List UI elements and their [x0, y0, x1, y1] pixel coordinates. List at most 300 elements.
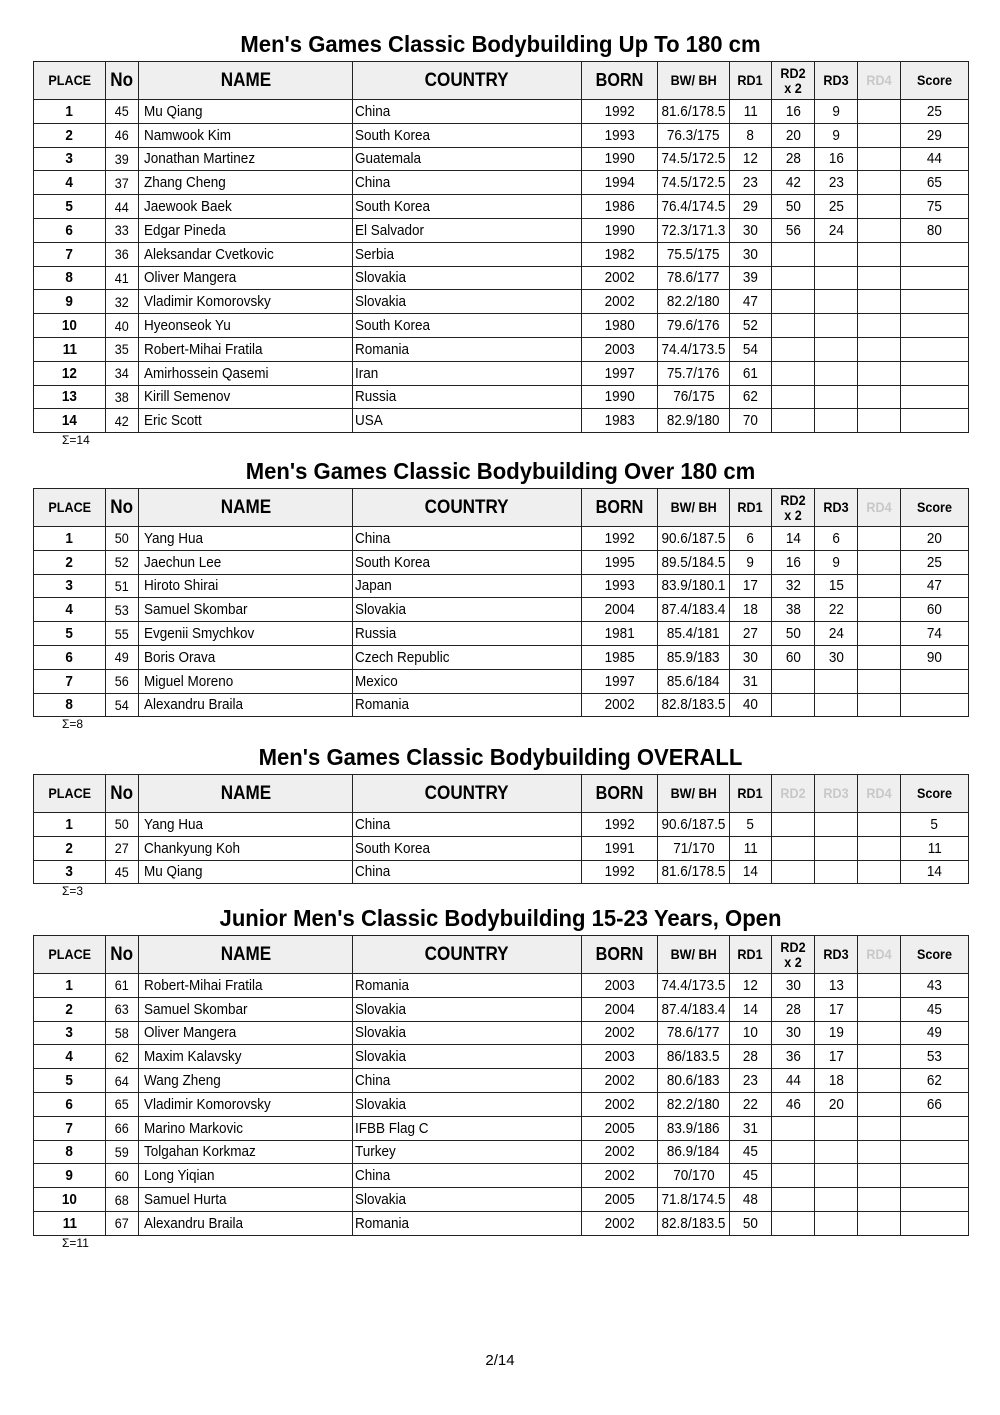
cell-text: 4 [65, 174, 74, 192]
cell-text: Romania [355, 696, 410, 714]
cell-text: Slovakia [355, 293, 407, 311]
header-label: RD4 [866, 946, 892, 962]
cell-text: 2002 [604, 1214, 635, 1232]
no-cell [106, 860, 139, 884]
rd1-cell [730, 266, 772, 290]
cell-text: 9 [65, 293, 74, 311]
cell-text: 43 [926, 976, 943, 994]
bw-bh-cell [658, 123, 730, 147]
born-cell [582, 290, 658, 314]
cell-text: 9 [832, 102, 840, 120]
cell-text: Romania [355, 976, 410, 994]
bw-bh-cell [658, 1140, 730, 1164]
bw-bh-cell [658, 1211, 730, 1235]
cell-text: 1990 [604, 221, 635, 239]
cell-text: Russia [355, 625, 397, 643]
cell-text: 11 [62, 1214, 77, 1232]
cell-text: 44 [785, 1072, 801, 1090]
cell-text: Aleksandar Cvetkovic [144, 245, 274, 263]
rd2-cell [772, 100, 815, 124]
table-row [34, 195, 969, 219]
cell-text: 47 [926, 577, 943, 595]
cell-text: 90.6/187.5 [661, 815, 726, 833]
cell-text: 11 [743, 839, 758, 857]
cell-text: 62 [742, 388, 759, 406]
born-cell [582, 409, 658, 433]
cell-text: Iran [355, 364, 379, 382]
cell-text: 42 [114, 412, 130, 429]
results-table [33, 774, 969, 884]
name-cell [139, 100, 353, 124]
cell-text: Kirill Semenov [144, 388, 231, 406]
rd2-cell [772, 1164, 815, 1188]
name-cell [139, 527, 353, 551]
cell-text: 2 [65, 553, 74, 571]
cell-text: 2003 [604, 976, 635, 994]
born-cell [582, 1188, 658, 1212]
rd1-cell [730, 123, 772, 147]
score-header [901, 489, 969, 527]
bw-bh-cell [658, 1021, 730, 1045]
cell-text: 78.6/177 [667, 269, 720, 287]
rd1-cell [730, 1045, 772, 1069]
rd3-cell [815, 100, 858, 124]
cell-text: 81.6/178.5 [661, 863, 726, 881]
cell-text: 23 [742, 174, 759, 192]
cell-text: Long Yiqian [144, 1167, 215, 1185]
score-cell [901, 669, 969, 693]
cell-text: China [355, 863, 391, 881]
cell-text: South Korea [355, 317, 431, 335]
rd1-cell [730, 409, 772, 433]
table-row [34, 409, 969, 433]
no-cell [106, 1045, 139, 1069]
cell-text: Robert-Mihai Fratila [144, 976, 263, 994]
born-cell [582, 527, 658, 551]
rd1-cell [730, 836, 772, 860]
no-cell [106, 361, 139, 385]
score-cell [901, 361, 969, 385]
header-label: RD4 [866, 499, 892, 515]
born-cell [582, 693, 658, 717]
no-cell [106, 337, 139, 361]
cell-text: 1981 [604, 625, 635, 643]
no-cell [106, 266, 139, 290]
cell-text: 45 [114, 103, 130, 120]
cell-text: 83.9/180.1 [661, 577, 726, 595]
place-cell [34, 1188, 106, 1212]
cell-text: 12 [742, 976, 759, 994]
name-cell [139, 337, 353, 361]
born-cell [582, 550, 658, 574]
no-cell [106, 100, 139, 124]
cell-text: Serbia [355, 245, 395, 263]
cell-text: 3 [65, 863, 74, 881]
cell-text: 15 [828, 577, 844, 595]
header-label: NAME [220, 70, 271, 91]
cell-text: 54 [114, 696, 130, 713]
rd1-cell [730, 242, 772, 266]
cell-text: 8 [65, 1143, 74, 1161]
cell-text: 6 [746, 529, 755, 547]
table-row [34, 100, 969, 124]
cell-text: 2002 [604, 1072, 635, 1090]
cell-text: 18 [742, 601, 759, 619]
cell-text: 1990 [604, 150, 635, 168]
cell-text: Czech Republic [355, 648, 450, 666]
name-cell [139, 409, 353, 433]
cell-text: Slovakia [355, 1048, 407, 1066]
rd4-cell [858, 574, 901, 598]
rd4-cell [858, 1069, 901, 1093]
cell-text: Romania [355, 340, 410, 358]
cell-text: 1983 [604, 412, 635, 430]
cell-text: Marino Markovic [144, 1119, 244, 1137]
no-cell [106, 385, 139, 409]
cell-text: 74.4/173.5 [661, 976, 726, 994]
cell-text: 85.9/183 [667, 648, 720, 666]
cell-text: 86.9/184 [667, 1143, 720, 1161]
cell-text: 2003 [604, 340, 635, 358]
cell-text: 50 [742, 1214, 759, 1232]
section-title: Junior Men's Classic Bodybuilding 15-23 Years, Open [219, 905, 782, 931]
results-section-junior [33, 901, 968, 1251]
rd2-cell [772, 290, 815, 314]
table-row [34, 314, 969, 338]
score-cell [901, 1211, 969, 1235]
cell-text: 1993 [604, 126, 635, 144]
rd4-cell [858, 361, 901, 385]
country-cell [353, 1021, 582, 1045]
rd4-cell [858, 598, 901, 622]
cell-text: 31 [742, 1119, 759, 1137]
name-cell [139, 314, 353, 338]
rd2-cell [772, 385, 815, 409]
rd4-cell [858, 171, 901, 195]
cell-text: Alexandru Braila [144, 1214, 244, 1232]
rd1-cell [730, 1092, 772, 1116]
born-cell [582, 385, 658, 409]
place-cell [34, 836, 106, 860]
table-row [34, 1211, 969, 1235]
rd1-cell [730, 574, 772, 598]
rd2-cell [772, 409, 815, 433]
cell-text: Slovakia [355, 1024, 407, 1042]
bw-bh-cell [658, 171, 730, 195]
cell-text: 32 [114, 293, 130, 310]
score-cell [901, 171, 969, 195]
rd3-cell [815, 813, 858, 837]
cell-text: 8 [746, 126, 755, 144]
place-cell [34, 171, 106, 195]
country-cell [353, 100, 582, 124]
cell-text: Namwook Kim [144, 126, 232, 144]
rd2-cell [772, 1069, 815, 1093]
cell-text: 74.5/172.5 [661, 150, 726, 168]
no-cell [106, 314, 139, 338]
header-label: RD3 [823, 785, 849, 801]
no-cell [106, 997, 139, 1021]
name-cell [139, 550, 353, 574]
rd1-cell [730, 1164, 772, 1188]
table-row [34, 1164, 969, 1188]
table-row [34, 527, 969, 551]
place-cell [34, 550, 106, 574]
cell-text: 51 [114, 577, 130, 594]
cell-text: 10 [61, 317, 78, 335]
rd4-cell [858, 385, 901, 409]
table-row [34, 1188, 969, 1212]
cell-text: 50 [785, 625, 801, 643]
place-cell [34, 100, 106, 124]
no-cell [106, 1164, 139, 1188]
rd3-cell [815, 290, 858, 314]
score-cell [901, 218, 969, 242]
rd3-header [815, 489, 858, 527]
cell-text: 22 [828, 601, 844, 619]
rd4-cell [858, 622, 901, 646]
place-cell [34, 813, 106, 837]
rd2-cell [772, 836, 815, 860]
name-cell [139, 669, 353, 693]
country-header [353, 775, 582, 813]
cell-text: 28 [742, 1048, 759, 1066]
rd2-cell [772, 669, 815, 693]
born-cell [582, 171, 658, 195]
cell-text: 76/175 [672, 388, 715, 406]
cell-text: 9 [746, 553, 755, 571]
cell-text: 82.2/180 [667, 293, 720, 311]
results-section-up-to-180 [33, 27, 968, 448]
cell-text: 5 [746, 815, 755, 833]
cell-text: 30 [828, 648, 844, 666]
name-cell [139, 171, 353, 195]
name-cell [139, 693, 353, 717]
cell-text: 5 [65, 625, 74, 643]
cell-text: 75 [926, 198, 943, 216]
cell-text: 11 [927, 839, 942, 857]
cell-text: 36 [114, 246, 130, 263]
cell-text: 30 [742, 648, 759, 666]
born-cell [582, 266, 658, 290]
bw-bh-cell [658, 218, 730, 242]
country-cell [353, 974, 582, 998]
no-cell [106, 409, 139, 433]
score-cell [901, 290, 969, 314]
name-cell [139, 598, 353, 622]
rd4-cell [858, 550, 901, 574]
bw-bh-cell [658, 598, 730, 622]
cell-text: Eric Scott [144, 412, 202, 430]
cell-text: 90.6/187.5 [661, 529, 726, 547]
rd4-cell [858, 195, 901, 219]
rd2-cell [772, 1140, 815, 1164]
rd4-cell [858, 1211, 901, 1235]
cell-text: 67 [114, 1215, 130, 1232]
cell-text: 87.4/183.4 [661, 601, 726, 619]
score-header [901, 936, 969, 974]
score-cell [901, 1092, 969, 1116]
no-cell [106, 550, 139, 574]
cell-text: 12 [61, 364, 78, 382]
cell-text: 56 [785, 221, 801, 239]
cell-text: 1991 [604, 839, 635, 857]
place-cell [34, 1069, 106, 1093]
rd2-cell [772, 574, 815, 598]
entry-count: Σ=14 [62, 433, 90, 448]
score-cell [901, 622, 969, 646]
table-row [34, 813, 969, 837]
cell-text: 2 [65, 126, 74, 144]
country-cell [353, 1116, 582, 1140]
cell-text: 10 [61, 1191, 78, 1209]
bw-bh-cell [658, 527, 730, 551]
rd2-cell [772, 242, 815, 266]
country-cell [353, 622, 582, 646]
rd3-cell [815, 693, 858, 717]
table-row [34, 645, 969, 669]
rd2-cell [772, 123, 815, 147]
rd1-cell [730, 147, 772, 171]
header-label: PLACE [48, 72, 91, 88]
rd1-cell [730, 100, 772, 124]
cell-text: 62 [926, 1072, 943, 1090]
rd3-cell [815, 997, 858, 1021]
rd1-cell [730, 314, 772, 338]
rd3-cell [815, 1045, 858, 1069]
country-cell [353, 385, 582, 409]
cell-text: South Korea [355, 839, 431, 857]
table-row [34, 1069, 969, 1093]
header-label: RD3 [823, 72, 849, 88]
header-label: NAME [220, 497, 271, 518]
rd3-cell [815, 550, 858, 574]
name-cell [139, 1188, 353, 1212]
name-cell [139, 813, 353, 837]
country-cell [353, 836, 582, 860]
table-row [34, 123, 969, 147]
born-cell [582, 1211, 658, 1235]
cell-text: 45 [742, 1167, 759, 1185]
header-label: No [110, 783, 134, 804]
born-cell [582, 1164, 658, 1188]
place-cell [34, 123, 106, 147]
country-cell [353, 1045, 582, 1069]
no-cell [106, 1140, 139, 1164]
cell-text: Guatemala [355, 150, 422, 168]
country-cell [353, 574, 582, 598]
cell-text: 52 [114, 554, 130, 571]
table-row [34, 836, 969, 860]
cell-text: 1992 [604, 815, 635, 833]
rd2-cell [772, 527, 815, 551]
bw-bh-cell [658, 147, 730, 171]
header-label: Score [916, 946, 953, 962]
table-row [34, 974, 969, 998]
rd1-cell [730, 361, 772, 385]
cell-text: 53 [114, 601, 130, 618]
cell-text: 85.6/184 [667, 672, 720, 690]
cell-text: 81.6/178.5 [661, 102, 726, 120]
bw-bh-cell [658, 195, 730, 219]
rd4-cell [858, 1164, 901, 1188]
rd4-cell [858, 1092, 901, 1116]
cell-text: 30 [742, 245, 759, 263]
no-cell [106, 290, 139, 314]
place-header [34, 936, 106, 974]
cell-text: 59 [114, 1143, 130, 1160]
rd2-cell [772, 361, 815, 385]
rd4-cell [858, 409, 901, 433]
cell-text: 66 [114, 1120, 130, 1137]
rd3-cell [815, 622, 858, 646]
score-cell [901, 1045, 969, 1069]
no-cell [106, 1188, 139, 1212]
cell-text: 82.8/183.5 [661, 696, 726, 714]
score-cell [901, 997, 969, 1021]
country-cell [353, 997, 582, 1021]
rd1-cell [730, 598, 772, 622]
cell-text: 48 [742, 1191, 759, 1209]
country-cell [353, 1211, 582, 1235]
header-label: COUNTRY [425, 783, 509, 804]
header-label: COUNTRY [425, 944, 509, 965]
rd4-cell [858, 1045, 901, 1069]
cell-text: 45 [926, 1000, 943, 1018]
cell-text: 20 [926, 529, 943, 547]
header-label: Score [916, 72, 953, 88]
header-label: RD4 [866, 785, 892, 801]
country-cell [353, 813, 582, 837]
table-row [34, 337, 969, 361]
score-cell [901, 693, 969, 717]
place-cell [34, 266, 106, 290]
cell-text: 6 [65, 221, 74, 239]
rd2-cell [772, 550, 815, 574]
cell-text: Oliver Mangera [144, 1024, 237, 1042]
header-label: BW/ BH [670, 946, 717, 962]
rd2-cell [772, 1021, 815, 1045]
score-cell [901, 1164, 969, 1188]
name-cell [139, 574, 353, 598]
header-label: RD2x 2 [780, 491, 806, 523]
table-row [34, 550, 969, 574]
cell-text: 34 [114, 365, 130, 382]
table-row [34, 1116, 969, 1140]
name-cell [139, 242, 353, 266]
born-cell [582, 1092, 658, 1116]
cell-text: 75.7/176 [667, 364, 720, 382]
score-cell [901, 813, 969, 837]
cell-text: 14 [61, 412, 78, 430]
cell-text: USA [355, 412, 383, 430]
results-table [33, 935, 969, 1236]
cell-text: 33 [114, 222, 130, 239]
place-cell [34, 860, 106, 884]
rd4-cell [858, 314, 901, 338]
cell-text: Wang Zheng [144, 1072, 221, 1090]
rd2-cell [772, 1211, 815, 1235]
cell-text: 2002 [604, 1143, 635, 1161]
cell-text: 55 [114, 625, 130, 642]
name-cell [139, 1045, 353, 1069]
header-label: PLACE [48, 785, 91, 801]
header-label: Score [916, 499, 953, 515]
rd4-cell [858, 290, 901, 314]
no-header [106, 936, 139, 974]
place-cell [34, 693, 106, 717]
header-label: PLACE [48, 946, 91, 962]
